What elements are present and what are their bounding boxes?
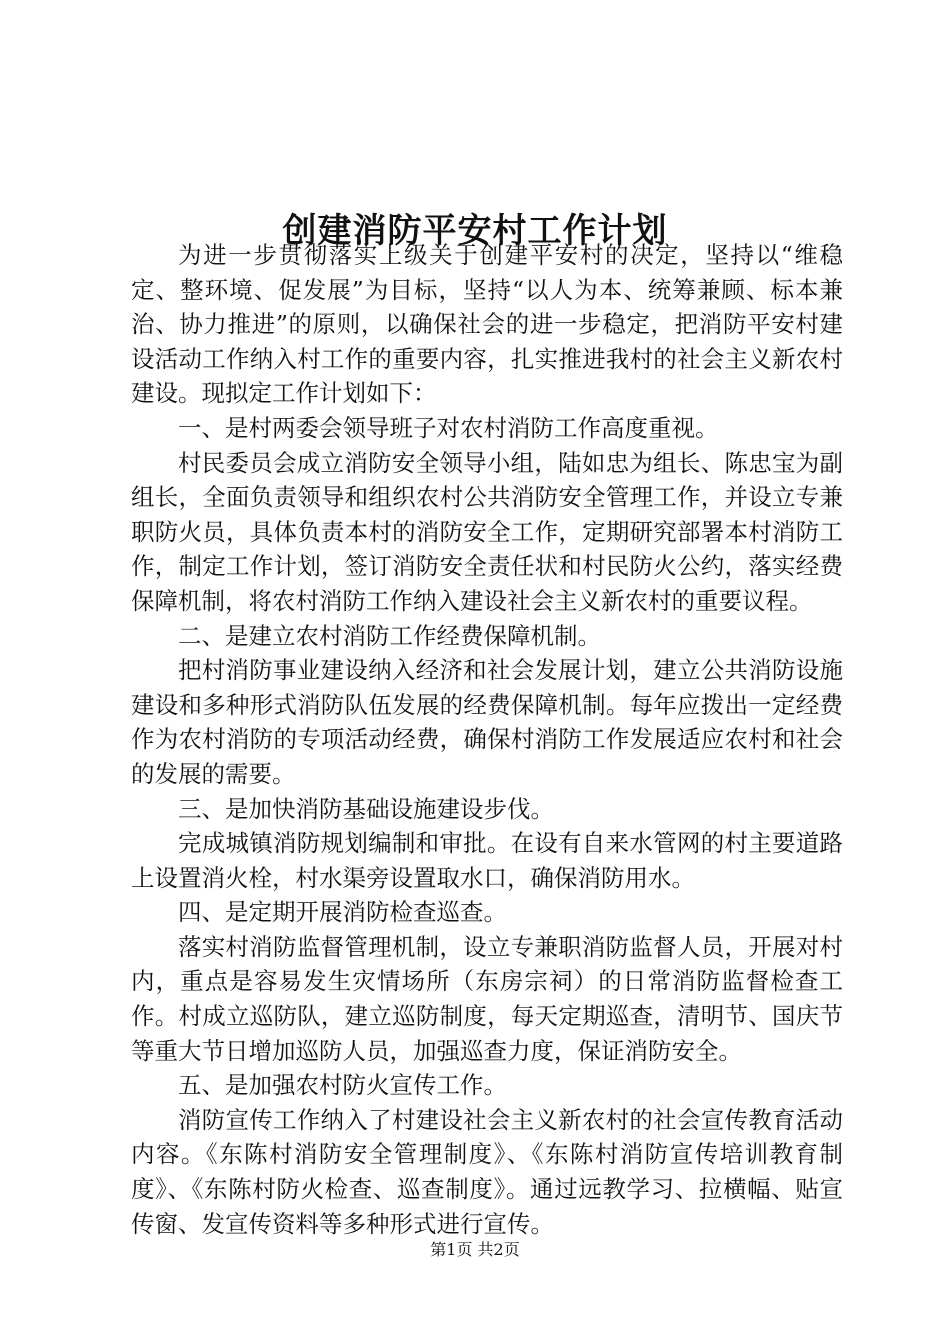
section-heading-1: 一、是村两委会领导班子对农村消防工作高度重视。 <box>178 413 719 442</box>
intro-paragraph: 为进一步贯彻落实上级关于创建平安村的决定，坚持以“维稳定、整环境、促发展”为目标，坚持“以人为本、统筹兼顾、标本兼治、协力推进”的原则，以确保社会的进一步稳定，把消防平安村建设活动工作纳入村工作的重要内容，扎实推进我村的社会主义新农村建设。现拟定工作计划如下： <box>131 241 843 408</box>
section-body-4: 落实村消防监督管理机制，设立专兼职消防监督人员，开展对村内，重点是容易发生灾情场所（东房宗祠）的日常消防监督检查工作。村成立巡防队，建立巡防制度，每天定期巡查，清明节、国庆节等重大节日增加巡防人员，加强巡查力度，保证消防安全。 <box>131 932 843 1065</box>
section-heading-5: 五、是加强农村防火宣传工作。 <box>178 1071 507 1100</box>
page-footer: 第1页 共2页 <box>430 1240 520 1259</box>
document-title: 创建消防平安村工作计划 <box>282 210 668 251</box>
section-heading-2: 二、是建立农村消防工作经费保障机制。 <box>178 621 601 650</box>
section-body-2: 把村消防事业建设纳入经济和社会发展计划，建立公共消防设施建设和多种形式消防队伍发展的经费保障机制。每年应拨出一定经费作为农村消防的专项活动经费，确保村消防工作发展适应农村和社会的发展的需要。 <box>131 656 843 788</box>
section-body-1: 村民委员会成立消防安全领导小组，陆如忠为组长、陈忠宝为副组长，全面负责领导和组织农村公共消防安全管理工作，并设立专兼职防火员，具体负责本村的消防安全工作，定期研究部署本村消防工作，制定工作计划，签订消防安全责任状和村民防火公约，落实经费保障机制，将农村消防工作纳入建设社会主义新农村的重要议程。 <box>131 448 843 615</box>
document-body <box>131 238 843 1241</box>
section-body-3: 完成城镇消防规划编制和审批。在设有自来水管网的村主要道路上设置消火栓，村水渠旁设置取水口，确保消防用水。 <box>131 829 843 892</box>
section-heading-4: 四、是定期开展消防检查巡查。 <box>178 898 507 927</box>
section-body-5: 消防宣传工作纳入了村建设社会主义新农村的社会宣传教育活动内容。《东陈村消防安全管理制度》、《东陈村消防宣传培训教育制度》、《东陈村防火检查、巡查制度》。通过远教学习、拉横幅、贴宣传窗、发宣传资料等多种形式进行宣传。 <box>131 1105 843 1238</box>
section-heading-3: 三、是加快消防基础设施建设步伐。 <box>178 794 554 823</box>
